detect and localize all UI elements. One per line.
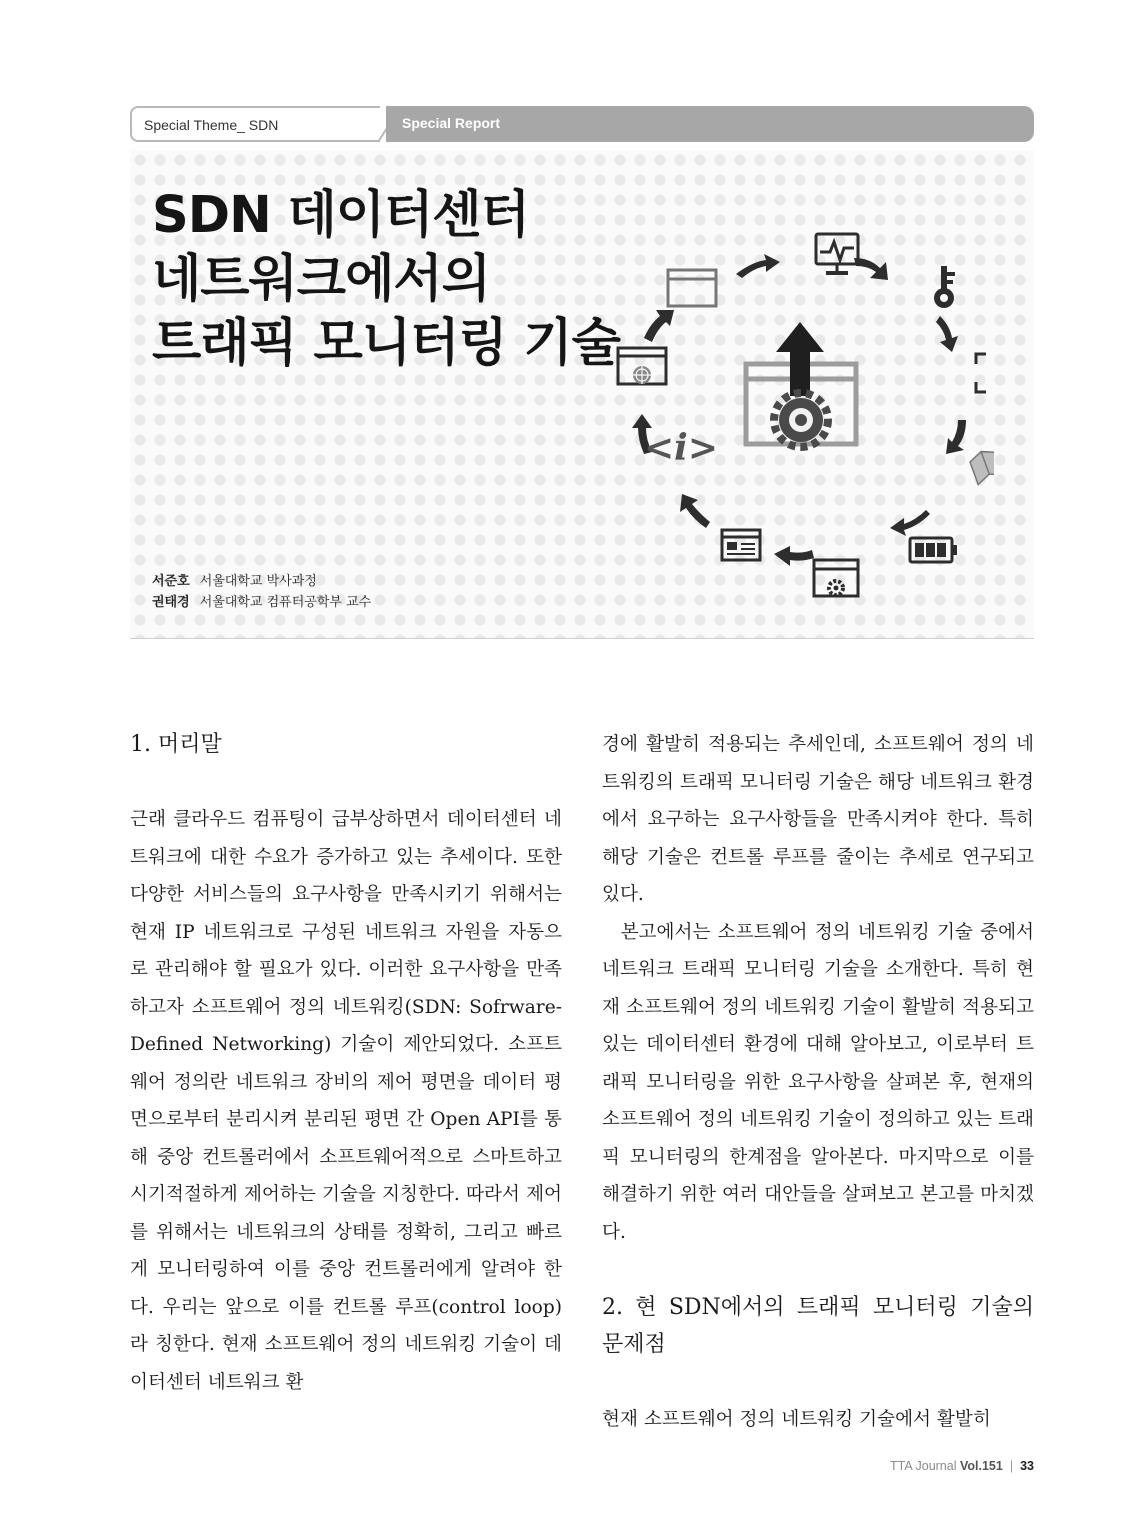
title-line-1: SDN 데이터센터	[152, 186, 529, 245]
sdn-cycle-illustration	[614, 224, 994, 604]
document-icon	[722, 530, 760, 560]
author-row	[152, 571, 371, 592]
author-affiliation: 서울대학교 컴퓨터공학부 교수	[199, 595, 372, 610]
arrow-6-icon	[774, 546, 814, 566]
right-column	[602, 726, 1034, 1439]
spacer	[130, 764, 562, 802]
map-icon	[968, 442, 994, 485]
focus-frame-icon	[976, 354, 994, 392]
page-footer	[890, 1459, 1034, 1473]
journal-volume: Vol.151	[959, 1459, 1003, 1473]
browser-globe-icon	[618, 348, 666, 384]
arrow-9-icon	[644, 310, 674, 342]
footer-separator: |	[1009, 1459, 1014, 1473]
special-theme-label: Special Theme_ SDN	[144, 117, 279, 133]
arrow-4-icon	[946, 420, 966, 454]
author-affiliation: 서울대학교 박사과정	[199, 574, 317, 589]
author-name: 권태경	[152, 595, 190, 610]
title-line-2: 네트워크에서의	[152, 250, 490, 309]
spacer	[602, 1364, 1034, 1402]
article-title	[152, 184, 620, 376]
special-report-tab	[386, 106, 1034, 142]
title-line-3: 트래픽 모니터링 기술	[152, 314, 620, 373]
author-list	[152, 571, 371, 613]
body-paragraph: 근래 클라우드 컴퓨팅이 급부상하면서 데이터센터 네트워크에 대한 수요가 증가하고 있는 추세이다. 또한 다양한 서비스들의 요구사항을 만족시키기 위해서는 현재 IP 네트워크로 구성된 네트워크 자원을 자동으로 관리해야 할 필요가 있다. 이러한 요구사항을 만족하고자 소프트웨어 정의 네트워킹(SDN: Sofrware-Defined Networking) 기술이 제안되었다. 소프트웨어 정의란 네트워크 장비의 제어 평면을 데이터 평면으로부터 분리시켜 분리된 평면 간 Open API를 통해 중앙 컨트롤러에서 소프트웨어적으로 스마트하고 시기적절하게 제어하는 기술을 지칭한다. 따라서 제어를 위해서는 네트워크의 상태를 정확히, 그리고 빠르게 모니터링하여 이를 중앙 컨트롤러에게 알려야 한다. 우리는 앞으로 이를 컨트롤 루프(control loop)라 칭한다. 현재 소프트웨어 정의 네트워킹 기술이 데이터센터 네트워크 환	[130, 809, 562, 1393]
spacer	[602, 1251, 1034, 1289]
monitor-pulse-icon	[816, 234, 858, 273]
info-code-icon	[644, 427, 718, 469]
battery-icon	[910, 538, 957, 562]
special-theme-tab	[130, 106, 380, 142]
section-heading-2: 2. 현 SDN에서의 트래픽 모니터링 기술의 문제점	[602, 1294, 1034, 1357]
browser-gear-icon	[814, 560, 858, 596]
key-icon	[934, 266, 955, 308]
body-paragraph: 경에 활발히 적용되는 추세인데, 소프트웨어 정의 네트워킹의 트래픽 모니터링 기술은 해당 네트워크 환경에서 요구하는 요구사항들을 만족시켜야 한다. 특히 해당 기술은 컨트롤 루프를 줄이는 추세로 연구되고 있다.	[602, 734, 1034, 905]
upload-gear-icon	[746, 322, 856, 447]
special-report-label: Special Report	[402, 115, 501, 131]
journal-name: TTA Journal	[890, 1459, 957, 1473]
browser-window-icon	[668, 270, 716, 306]
arrow-1-icon	[736, 254, 780, 278]
section-heading-1: 1. 머리말	[130, 732, 222, 757]
author-name: 서준호	[152, 574, 190, 589]
body-paragraph: 본고에서는 소프트웨어 정의 네트워킹 기술 중에서 네트워크 트래픽 모니터링 기술을 소개한다. 특히 현재 소프트웨어 정의 네트워킹 기술이 활발히 적용되고 있는 데이터센터 환경에 대해 알아보고, 이로부터 트래픽 모니터링을 위한 요구사항을 살펴본 후, 현재의 소프트웨어 정의 네트워킹 기술이 정의하고 있는 트래픽 모니터링의 한계점을 알아본다. 마지막으로 이를 해결하기 위한 여러 대안들을 살펴보고 본고를 마치겠다.	[602, 921, 1034, 1243]
body-paragraph: 현재 소프트웨어 정의 네트워킹 기술에서 활발히	[602, 1409, 991, 1430]
svg-text:<i>: <i>	[644, 427, 719, 469]
arrow-7-icon	[680, 494, 710, 528]
left-column	[130, 726, 562, 1401]
arrow-3-icon	[936, 316, 958, 352]
section-tabs	[130, 106, 1034, 144]
page-number: 33	[1020, 1459, 1034, 1473]
title-banner	[130, 150, 1034, 639]
author-row	[152, 592, 371, 613]
arrow-5-icon	[890, 510, 930, 536]
